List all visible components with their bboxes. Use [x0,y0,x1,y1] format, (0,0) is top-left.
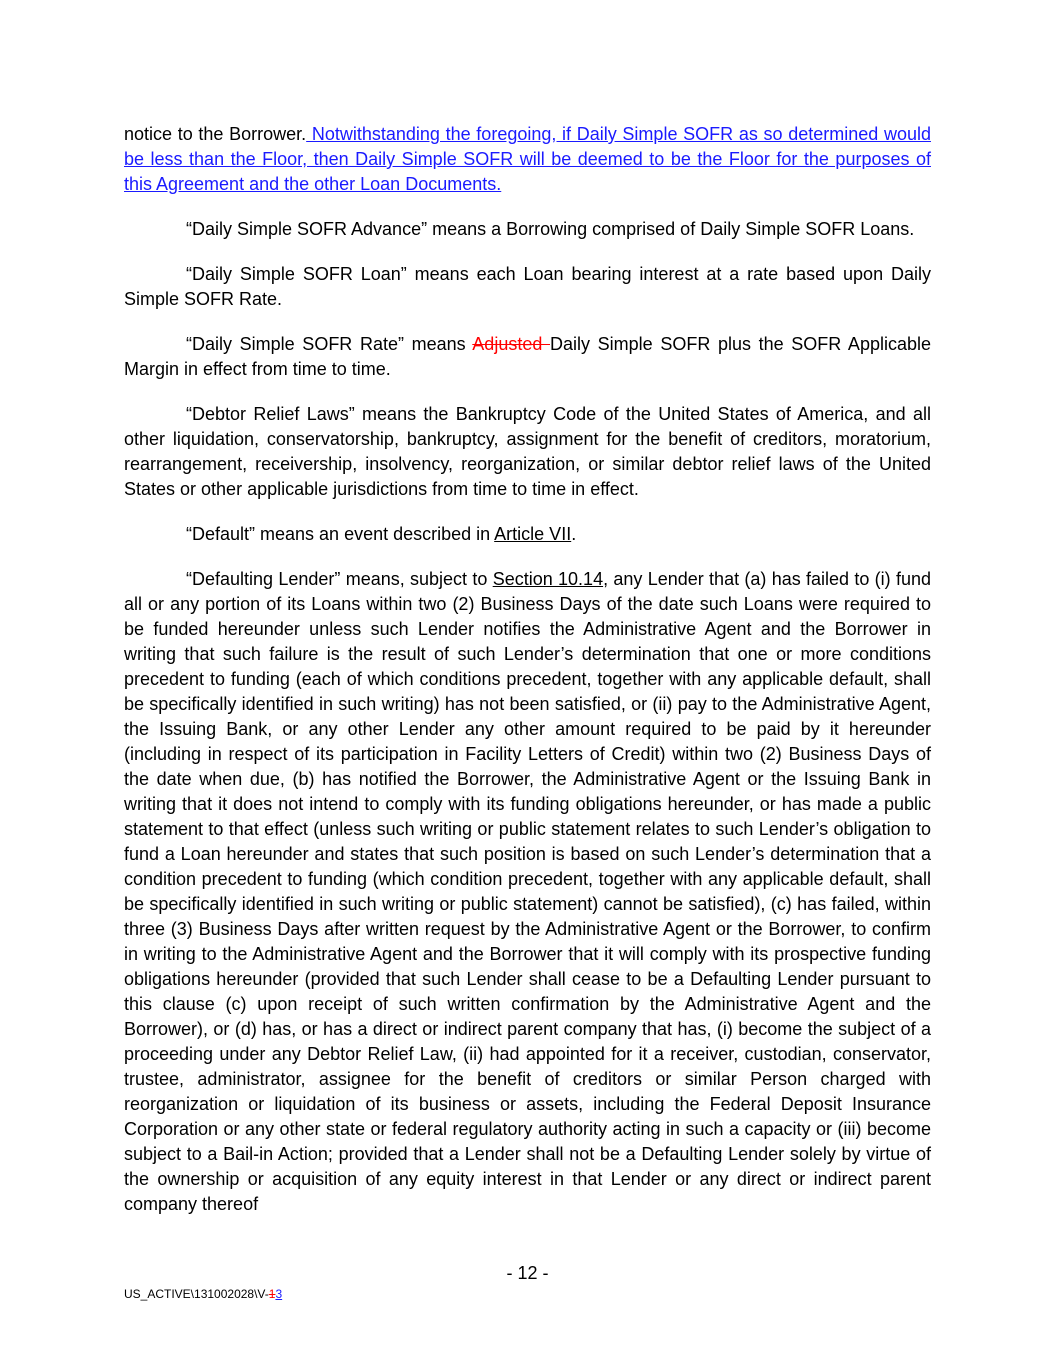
paragraph-default [124,522,931,547]
paragraph-text: “Defaulting Lender” means, subject to [186,569,493,589]
paragraph-daily-simple-sofr-advance [124,217,931,242]
paragraph-text: “Daily Simple SOFR Rate” means [186,334,473,354]
paragraph-text: . [571,524,577,544]
paragraph-text: “Daily Simple SOFR Advance” means a Borrowing comprised of Daily Simple SOFR Loans. [186,219,915,239]
document-id [124,1286,282,1302]
paragraph-debtor-relief-laws [124,402,931,502]
page-number: - 12 - [506,1263,549,1283]
paragraph-text: “Debtor Relief Laws” means the Bankruptcy Code of the United States of America, and all other liquidation, conservatorship, bankruptcy, assignment for the benefit of creditors, moratorium, rearrangement, receivership, insolvency, reorganization, or similar debtor relief laws of the United States or other applicable jurisdictions from time to time in effect. [124,404,931,499]
document-id-inserted-version: 3 [275,1287,283,1301]
document-id-deleted-version: 1 [268,1287,276,1301]
inserted-text: Notwithstanding the foregoing, if Daily Simple SOFR as so determined would be less than the Floor, then Daily Simple SOFR will be deemed to be the Floor for the purposes of this Agreement and the other Loan Documents. [124,124,931,194]
paragraph-text: Daily Simple SOFR plus the SOFR Applicable Margin in effect from time to time. [124,334,931,379]
paragraph-text: notice to the Borrower. [124,124,307,144]
paragraph-text: “Default” means an event described in [186,524,495,544]
paragraph-text: “Daily Simple SOFR Loan” means each Loan bearing interest at a rate based upon Daily Simple SOFR Rate. [124,264,931,309]
paragraph-daily-simple-sofr-rate [124,332,931,382]
document-body [124,122,931,1237]
paragraph-defaulting-lender [124,567,931,1217]
deleted-text: Adjusted [472,334,550,354]
document-id-prefix: US_ACTIVE\131002028\V- [124,1287,269,1301]
paragraph-daily-simple-sofr-loan [124,262,931,312]
cross-reference-article: Article VII [494,524,572,544]
paragraph-notice-to-borrower [124,122,931,197]
paragraph-text: , any Lender that (a) has failed to (i) fund all or any portion of its Loans within two (2) Business Days of the date such Loans were required to be funded hereunder unless such Lender notifies the Administrative Agent and the Borrower in writing that such failure is the result of such Lender’s determination that one or more conditions precedent to funding (each of which conditions precedent, together with any applicable default, shall be specifically identified in such writing) has not been satisfied, or (ii) pay to the Administrative Agent, the Issuing Bank, or any other Lender any other amount required to be paid by it hereunder (including in respect of its participation in Facility Letters of Credit) within two (2) Business Days of the date when due, (b) has notified the Borrower, the Administrative Agent or the Issuing Bank in writing that it does not intend to comply with its funding obligations hereunder, or has made a public statement to that effect (unless such writing or public statement relates to such Lender’s obligation to fund a Loan hereunder and states that such position is based on such Lender’s determination that a condition precedent to funding (which condition precedent, together with any applicable default, shall be specifically identified in such writing or public statement) cannot be satisfied), (c) has failed, within three (3) Business Days after written request by the Administrative Agent or the Borrower, to confirm in writing to the Administrative Agent and the Borrower that it will comply with its prospective funding obligations hereunder (provided that such Lender shall cease to be a Defaulting Lender pursuant to this clause (c) upon receipt of such written confirmation by the Administrative Agent and the Borrower), or (d) has, or has a direct or indirect parent company that has, (i) become the subject of a proceeding under any Debtor Relief Law, (ii) had appointed for it a receiver, custodian, conservator, trustee, administrator, assignee for the benefit of creditors or similar Person charged with reorganization or liquidation of its business or assets, including the Federal Deposit Insurance Corporation or any other state or federal regulatory authority acting in such a capacity or (iii) become subject to a Bail-in Action; provided that a Lender shall not be a Defaulting Lender solely by virtue of the ownership or acquisition of any equity interest in that Lender or any direct or indirect parent company thereof [124,569,931,1214]
cross-reference-section: Section 10.14 [492,569,604,589]
